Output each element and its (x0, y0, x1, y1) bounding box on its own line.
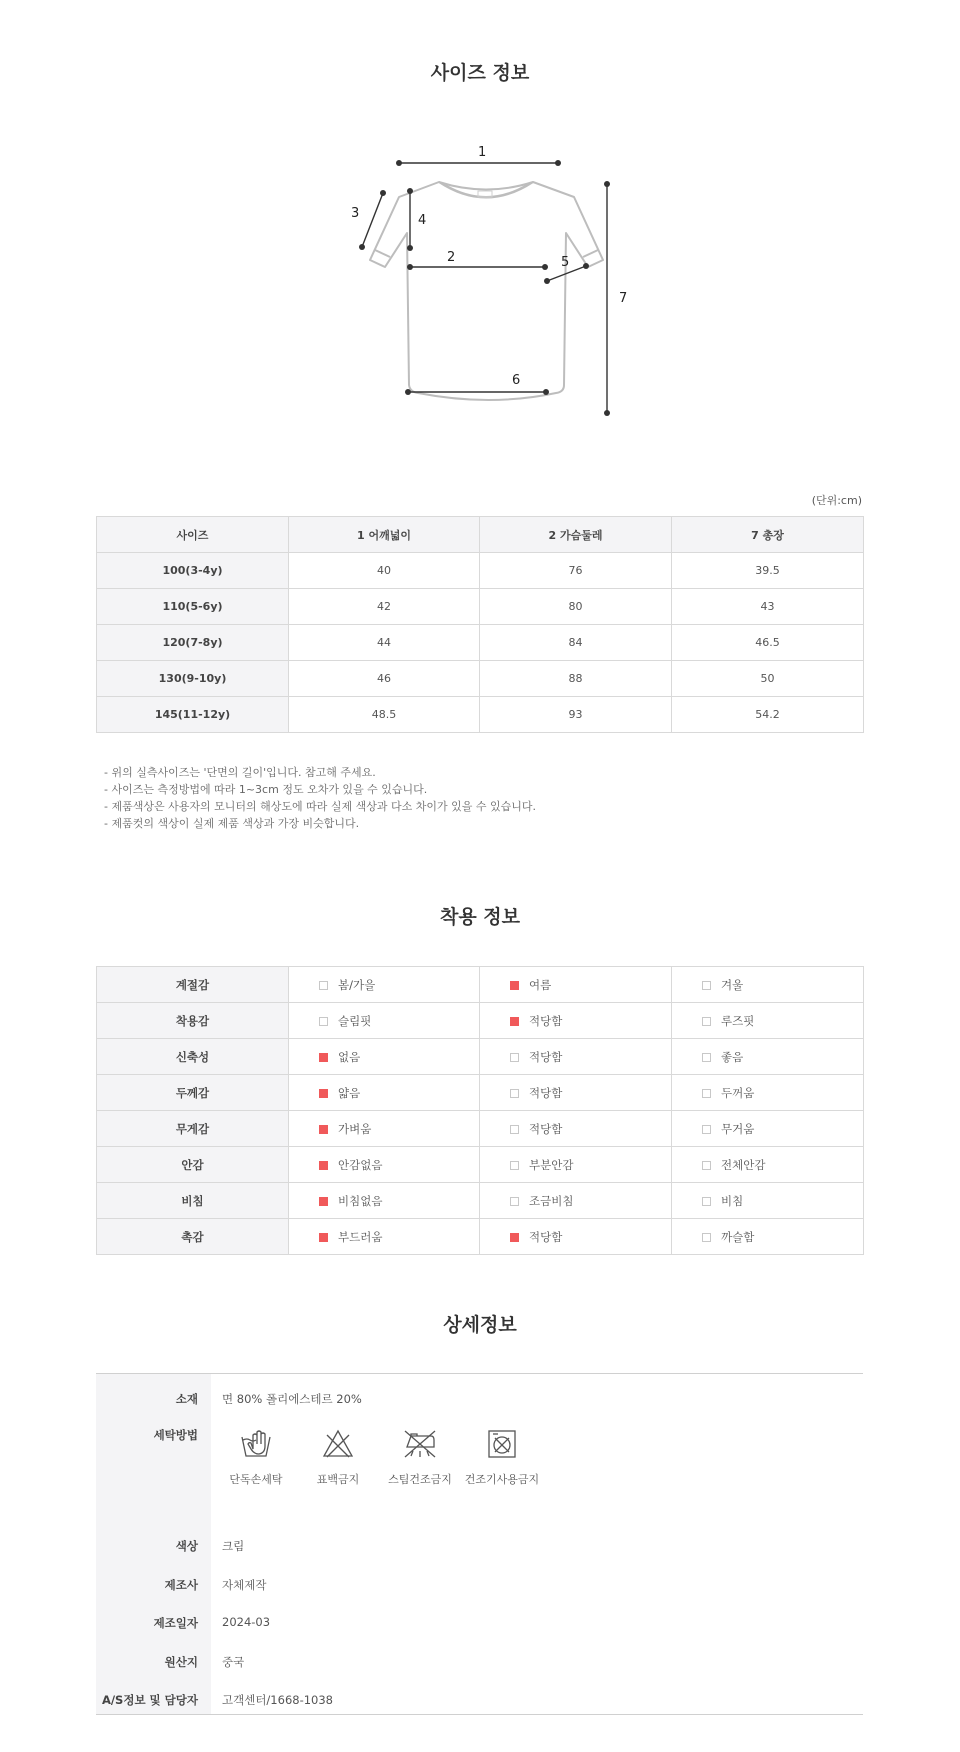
no-steam-icon (403, 1427, 437, 1461)
length-cell: 39.5 (672, 553, 864, 589)
unchecked-box (702, 1161, 711, 1170)
fit-option (672, 1075, 864, 1111)
unchecked-box (702, 1233, 711, 1242)
unchecked-box (510, 1161, 519, 1170)
detail-label: 원산지 (164, 1655, 198, 1669)
fit-option (289, 1003, 480, 1039)
chest-cell: 88 (480, 661, 672, 697)
diagram-label-1: 1 (478, 145, 487, 160)
fit-option-label: 비침없음 (338, 1193, 383, 1208)
fit-option (672, 1039, 864, 1075)
fit-option-label: 적당함 (529, 1013, 563, 1028)
fit-option (289, 967, 480, 1003)
detail-value: 2024-03 (222, 1615, 271, 1629)
size-header-shoulder: 1 어깨넓이 (289, 517, 480, 553)
care-item-label: 단독손세탁 (229, 1473, 283, 1486)
fit-row-label: 비침 (97, 1183, 289, 1219)
fit-row-label: 계절감 (97, 967, 289, 1003)
fit-option-label: 부드러움 (338, 1229, 383, 1244)
fit-row (97, 1183, 864, 1219)
unchecked-box (702, 1125, 711, 1134)
checked-box (510, 1017, 519, 1026)
detail-value: 중국 (222, 1655, 245, 1669)
fit-row-label: 촉감 (97, 1219, 289, 1255)
fit-row (97, 1003, 864, 1039)
fit-option-label: 가벼움 (338, 1121, 372, 1136)
fit-option (672, 1003, 864, 1039)
fit-option (480, 1075, 672, 1111)
chest-cell: 93 (480, 697, 672, 733)
diagram-label-5: 5 (561, 255, 570, 270)
unchecked-box (510, 1053, 519, 1062)
fit-option (672, 1147, 864, 1183)
fit-option (480, 967, 672, 1003)
checked-box (319, 1125, 328, 1134)
unchecked-box (702, 981, 711, 990)
fit-option (289, 1219, 480, 1255)
fit-row (97, 1075, 864, 1111)
detail-value: 자체제작 (222, 1578, 267, 1592)
shoulder-cell: 48.5 (289, 697, 480, 733)
fit-option (480, 1147, 672, 1183)
fit-row-label: 무게감 (97, 1111, 289, 1147)
checked-box (319, 1233, 328, 1242)
fit-row-label: 두께감 (97, 1075, 289, 1111)
size-header-length: 7 총장 (672, 517, 864, 553)
detail-info-table (96, 1373, 863, 1715)
fit-option-label: 겨울 (721, 977, 744, 992)
fit-option (672, 1111, 864, 1147)
diagram-label-4: 4 (418, 213, 427, 228)
fit-option-label: 여름 (529, 977, 552, 992)
fit-option-label: 안감없음 (338, 1157, 383, 1172)
note-line: - 사이즈는 측정방법에 따라 1~3cm 정도 오차가 있을 수 있습니다. (104, 783, 428, 796)
length-cell: 50 (672, 661, 864, 697)
table-row (97, 625, 864, 661)
unchecked-box (702, 1017, 711, 1026)
fit-row-label: 신축성 (97, 1039, 289, 1075)
chest-cell: 84 (480, 625, 672, 661)
size-table-header (97, 517, 864, 553)
fit-option (480, 1219, 672, 1255)
fit-option (672, 967, 864, 1003)
fit-option (289, 1183, 480, 1219)
diagram-label-2: 2 (447, 250, 456, 265)
fit-option (480, 1183, 672, 1219)
detail-value: 고객센터/1668-1038 (222, 1693, 333, 1707)
size-cell: 100(3-4y) (97, 553, 289, 589)
fit-option-label: 두꺼움 (721, 1085, 755, 1100)
unit-label: (단위:cm) (811, 494, 862, 507)
fit-option (289, 1075, 480, 1111)
fit-option (672, 1183, 864, 1219)
fit-info-title: 착용 정보 (439, 906, 521, 928)
detail-info-title: 상세정보 (443, 1314, 517, 1336)
note-line: - 제품컷의 색상이 실제 제품 색상과 가장 비슷합니다. (104, 817, 360, 830)
detail-label: A/S정보 및 담당자 (101, 1693, 198, 1707)
checked-box (319, 1197, 328, 1206)
fit-row-label: 착용감 (97, 1003, 289, 1039)
fit-option (289, 1111, 480, 1147)
care-item-label: 스팀건조금지 (388, 1473, 452, 1486)
fit-option (289, 1039, 480, 1075)
detail-label: 색상 (175, 1539, 198, 1553)
fit-table (96, 966, 864, 1255)
diagram-label-3: 3 (351, 206, 360, 221)
fit-row (97, 1219, 864, 1255)
fit-option-label: 적당함 (529, 1085, 563, 1100)
unchecked-box (319, 1017, 328, 1026)
fit-option-label: 부분안감 (529, 1157, 574, 1172)
fit-option-label: 봄/가을 (338, 977, 376, 992)
diagram-label-7: 7 (619, 291, 628, 306)
size-cell: 130(9-10y) (97, 661, 289, 697)
no-tumble-dry-icon (485, 1427, 519, 1461)
fit-option (480, 1039, 672, 1075)
fit-option-label: 없음 (338, 1049, 361, 1064)
size-header-chest: 2 가슴둘레 (480, 517, 672, 553)
hand-wash-icon (239, 1427, 273, 1461)
fit-row (97, 967, 864, 1003)
fit-option-label: 루즈핏 (721, 1013, 755, 1028)
fit-option (672, 1219, 864, 1255)
detail-label: 제조사 (164, 1578, 198, 1592)
fit-option-label: 조금비침 (529, 1193, 574, 1208)
checked-box (510, 981, 519, 990)
size-notes (104, 764, 536, 832)
fit-row (97, 1039, 864, 1075)
unchecked-box (319, 981, 328, 990)
size-cell: 145(11-12y) (97, 697, 289, 733)
size-cell: 120(7-8y) (97, 625, 289, 661)
chest-cell: 80 (480, 589, 672, 625)
fit-option (480, 1111, 672, 1147)
note-line: - 위의 실측사이즈는 '단면의 길이'입니다. 참고해 주세요. (104, 766, 376, 779)
size-table (96, 516, 864, 733)
detail-label: 세탁방법 (153, 1428, 198, 1442)
fit-option-label: 적당함 (529, 1049, 563, 1064)
detail-value: 크림 (222, 1539, 245, 1553)
length-cell: 46.5 (672, 625, 864, 661)
size-info-title: 사이즈 정보 (430, 62, 530, 84)
fit-option-label: 까슬함 (721, 1229, 755, 1244)
unchecked-box (702, 1197, 711, 1206)
fit-row (97, 1147, 864, 1183)
fit-option-label: 무거움 (721, 1121, 755, 1136)
checked-box (319, 1053, 328, 1062)
checked-box (319, 1089, 328, 1098)
care-item-label: 건조기사용금지 (464, 1473, 540, 1486)
shoulder-cell: 40 (289, 553, 480, 589)
fit-option-label: 적당함 (529, 1121, 563, 1136)
detail-label: 소재 (175, 1392, 198, 1406)
table-row (97, 553, 864, 589)
unchecked-box (510, 1089, 519, 1098)
chest-cell: 76 (480, 553, 672, 589)
fit-option (480, 1003, 672, 1039)
tshirt-measurement-diagram (340, 135, 640, 435)
fit-option-label: 좋음 (721, 1049, 744, 1064)
care-item (457, 1427, 547, 1487)
fit-row-label: 안감 (97, 1147, 289, 1183)
fit-option-label: 슬림핏 (338, 1013, 372, 1028)
fit-option (289, 1147, 480, 1183)
fit-option-label: 적당함 (529, 1229, 563, 1244)
length-cell: 54.2 (672, 697, 864, 733)
fit-row (97, 1111, 864, 1147)
diagram-label-6: 6 (512, 373, 521, 388)
shoulder-cell: 42 (289, 589, 480, 625)
fit-option-label: 전체안감 (721, 1157, 766, 1172)
note-line: - 제품색상은 사용자의 모니터의 해상도에 따라 실제 색상과 다소 차이가 있을 수 있습니다. (104, 800, 536, 813)
size-cell: 110(5-6y) (97, 589, 289, 625)
no-bleach-icon (321, 1427, 355, 1461)
unchecked-box (702, 1053, 711, 1062)
unchecked-box (510, 1125, 519, 1134)
care-item-label: 표백금지 (316, 1473, 360, 1486)
fit-option-label: 비침 (721, 1193, 744, 1208)
table-row (97, 589, 864, 625)
size-header-size: 사이즈 (97, 517, 289, 553)
shoulder-cell: 44 (289, 625, 480, 661)
checked-box (319, 1161, 328, 1170)
length-cell: 43 (672, 589, 864, 625)
unchecked-box (702, 1089, 711, 1098)
checked-box (510, 1233, 519, 1242)
care-item (211, 1427, 301, 1487)
table-row (97, 661, 864, 697)
fit-option-label: 얇음 (338, 1085, 361, 1100)
table-row (97, 697, 864, 733)
unchecked-box (510, 1197, 519, 1206)
detail-value: 면 80% 폴리에스테르 20% (222, 1392, 362, 1406)
shoulder-cell: 46 (289, 661, 480, 697)
care-item (375, 1427, 465, 1487)
care-item (293, 1427, 383, 1487)
detail-label: 제조일자 (153, 1616, 198, 1630)
